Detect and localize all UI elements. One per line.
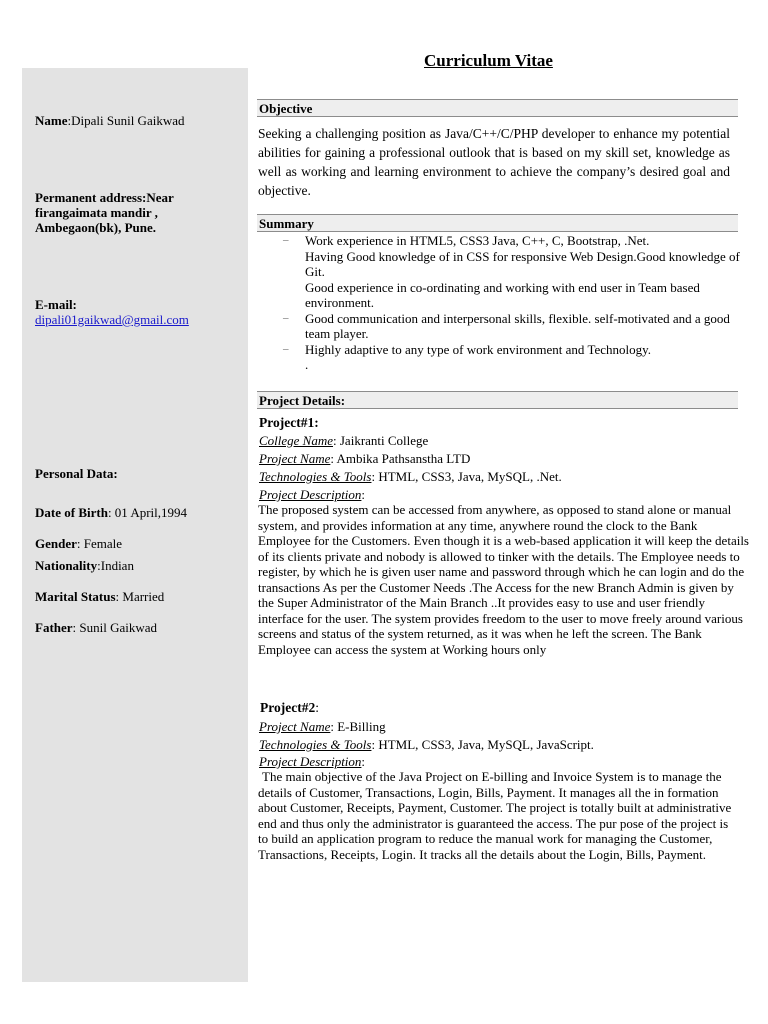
- nationality-label: Nationality: [35, 558, 98, 573]
- project2-title: Project#2:: [260, 700, 319, 715]
- list-item: Having Good knowledge of in CSS for responsive Web Design.Good knowledge of Git.: [305, 248, 740, 279]
- father-label: Father: [35, 620, 73, 635]
- tech-label: Technologies & Tools: [259, 737, 372, 752]
- summary-heading: Summary: [257, 214, 738, 232]
- gender-value: : Female: [76, 536, 123, 551]
- personal-data-heading: Personal Data:: [35, 466, 118, 481]
- name-value: :Dipali Sunil Gaikwad: [67, 113, 185, 128]
- address-value: Near firangaimata mandir , Ambegaon(bk), Pune.: [35, 190, 174, 235]
- tech-label: Technologies & Tools: [259, 469, 372, 484]
- bullet-icon: –: [283, 234, 289, 246]
- page-title: Curriculum Vitae: [424, 51, 553, 70]
- project1-name: Project Name: Ambika Pathsanstha LTD: [259, 451, 471, 466]
- bullet-icon: –: [283, 311, 289, 324]
- project2-description: The main objective of the Java Project on E-billing and Invoice System is to manage the details of Customer, Transactions, Login, Bills, Payment. It manages all the in formation about Customer, Receipts, Payment, Customer. The project is totally built at administrative end and thus only the administrator is guaranteed the access. The pur pose of the project is to build an application program to reduce the manual work for managing the Customer, Transactions, Receipts, Login. It tracks all the details about the Login, Bills, Payment.: [258, 769, 732, 862]
- marital-label: Marital Status: [35, 589, 116, 604]
- email-link[interactable]: dipali01gaikwad@gmail.com: [35, 312, 189, 327]
- list-item: – Good communication and interpersonal skills, flexible. self-motivated and a good team player.: [283, 310, 730, 341]
- project1-title: Project#1:: [259, 415, 319, 430]
- project-details-heading: Project Details:: [257, 391, 738, 409]
- project1-desc-label: Project Description:: [259, 487, 366, 502]
- project-name-label: Project Name: [259, 451, 331, 466]
- marital-value: : Married: [115, 589, 165, 604]
- address-field: [35, 190, 205, 235]
- dob-value: : 01 April,1994: [107, 505, 188, 520]
- nationality-field: [35, 558, 195, 573]
- project1-college: College Name: Jaikranti College: [259, 433, 429, 448]
- email-field: [35, 297, 195, 327]
- father-field: [35, 620, 195, 635]
- bullet-icon: –: [283, 342, 289, 355]
- list-item: Good experience in co-ordinating and working with end user in Team based environment.: [305, 279, 700, 310]
- gender-label: Gender: [35, 536, 77, 551]
- project2-name: Project Name: E-Billing: [259, 719, 386, 734]
- dob-gender-field: [35, 497, 205, 559]
- project1-tech: Technologies & Tools: HTML, CSS3, Java, MySQL, .Net.: [259, 469, 562, 484]
- address-label: Permanent address:: [35, 190, 147, 205]
- list-item: – Highly adaptive to any type of work environment and Technology.: [283, 341, 652, 357]
- objective-heading: Objective: [257, 99, 738, 117]
- project2-desc-label: Project Description:: [259, 754, 366, 769]
- email-label: E-mail:: [35, 297, 77, 312]
- project-name-label: Project Name: [259, 719, 331, 734]
- list-item: .: [305, 357, 309, 372]
- objective-text: Seeking a challenging position as Java/C++/C/PHP developer to enhance my potential abilities for gaining a professional outlook that is based on my skill set, knowledge as well as working and learning environment to achieve the company’s desired goal and objective.: [258, 126, 730, 198]
- marital-field: [35, 589, 195, 604]
- name-field: [35, 113, 195, 128]
- dob-label: Date of Birth: [35, 505, 108, 520]
- name-label: Name: [35, 113, 68, 128]
- list-item: – Work experience in HTML5, CSS3 Java, C++, C, Bootstrap, .Net.: [283, 233, 650, 248]
- nationality-value: :Indian: [97, 558, 134, 573]
- project1-description: The proposed system can be accessed from anywhere, as opposed to stand alone or manual system, and provides information at any time, anywhere round the clock to the Bank Employee for the Customers. Even though it is a web-based application it will keep the details of its clients private and nobody is allowed to tinker with the details. The Employee needs to register, by which he is given user name and password through which he can login and do the transactions As per the Customer Needs .The Access for the new Branch Admin is given by the Super Administrator of the Main Branch ..It provides easy to use and user friendly interface for the user. The system provides freedom to the user to move freely around various screens and status of the system returned, as it was when he left the screen. The Bank Employee can access the system at Working hours only: [258, 502, 749, 657]
- college-label: College Name: [259, 433, 334, 448]
- summary-list: [283, 233, 741, 373]
- project2-tech: Technologies & Tools: HTML, CSS3, Java, MySQL, JavaScript.: [259, 737, 594, 752]
- father-value: : Sunil Gaikwad: [72, 620, 158, 635]
